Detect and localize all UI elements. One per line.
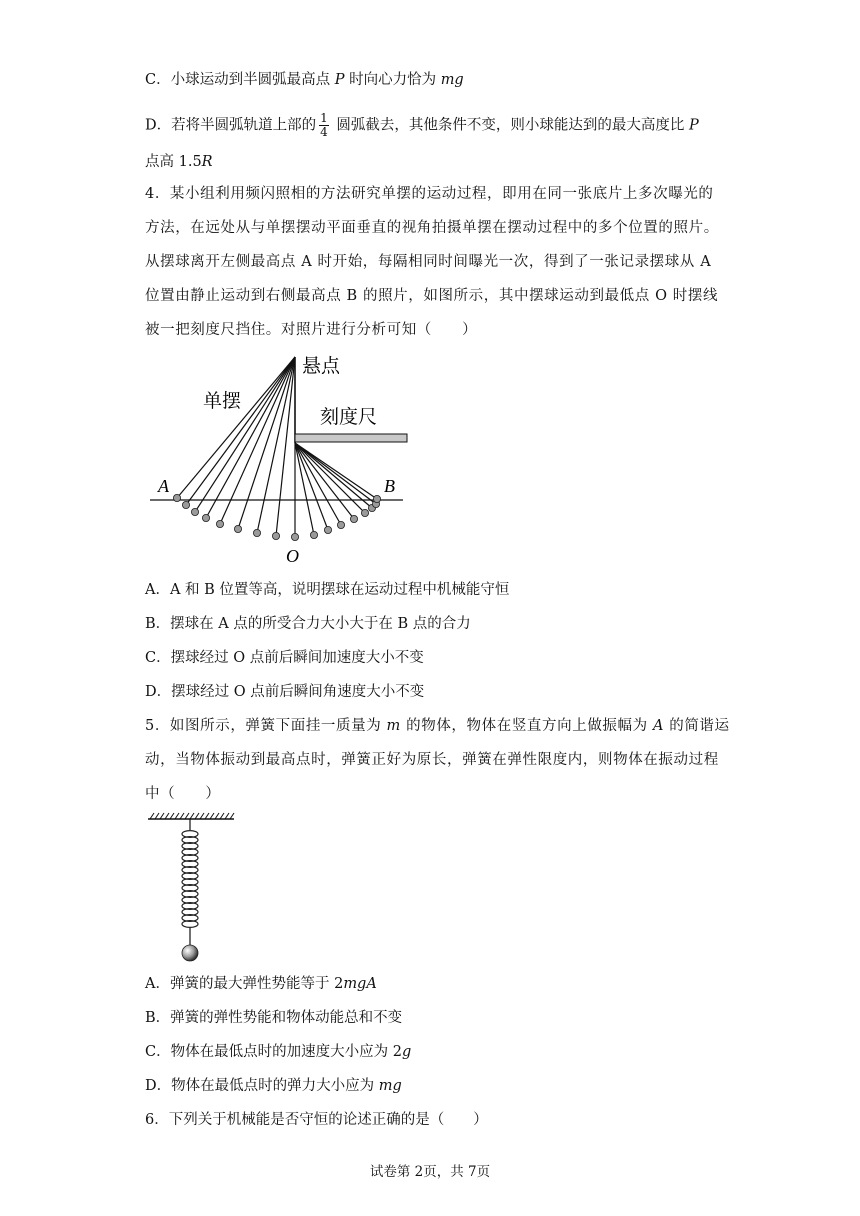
q5-stem-line-2: 动，当物体振动到最高点时，弹簧正好为原长，弹簧在弹性限度内，则物体在振动过程 [145, 752, 719, 768]
hatch-line [150, 813, 154, 819]
hatch-line [195, 813, 199, 819]
q4-stem-line-3: 从摆球离开左侧最高点 A 时开始，每隔相同时间曝光一次，得到了一张记录摆球从 A [145, 254, 712, 270]
hatch-line [225, 813, 229, 819]
text: 时向心力恰为 [344, 72, 441, 88]
fraction-numerator: 1 [320, 111, 328, 125]
q4-stem-line-2: 方法，在远处从与单摆摆动平面垂直的视角拍摄单摆在摆动过程中的多个位置的照片。 [145, 220, 719, 236]
var-mg: mg [378, 1078, 402, 1094]
text: 5．如图所示，弹簧下面挂一质量为 [145, 718, 387, 734]
ruler-label: 刻度尺 [320, 407, 378, 428]
spring-coils [182, 831, 198, 928]
text: 的简谐运 [664, 718, 730, 734]
q4-stem-line-5: 被一把刻度尺挡住。对照片进行分析可知（ ） [145, 322, 478, 338]
q5-option-a [145, 974, 377, 994]
text: 点高 1.5 [145, 154, 202, 170]
q5-option-b: B．弹簧的弹性势能和物体动能总和不变 [145, 1010, 403, 1026]
hatch-line [185, 813, 189, 819]
hatch-line [160, 813, 164, 819]
text: D．若将半圆弧轨道上部的 [145, 117, 317, 134]
mass-ball [182, 945, 198, 961]
hatch-line [200, 813, 204, 819]
hatch-line [215, 813, 219, 819]
var-a: A [652, 718, 665, 734]
text: 圆弧截去，其他条件不变，则小球能达到的最大高度比 [331, 117, 689, 134]
point-o-label: O [286, 546, 299, 566]
var-mga: mgA [343, 976, 377, 992]
var-p: P [688, 117, 699, 134]
q5-stem-line-3: 中（ ） [145, 786, 221, 802]
hatch-line [170, 813, 174, 819]
hatch-line [190, 813, 194, 819]
q4-stem-line-4: 位置由静止运动到右侧最高点 B 的照片，如图所示，其中摆球运动到最低点 O 时摆线 [145, 288, 719, 304]
hatch-line [175, 813, 179, 819]
suspension-label: 悬点 [302, 356, 341, 377]
text: 的物体，物体在竖直方向上做振幅为 [400, 718, 653, 734]
text: A．弹簧的最大弹性势能等于 2 [145, 976, 344, 992]
hatch-line [205, 813, 209, 819]
fraction-denominator: 4 [320, 125, 328, 139]
hatch-line [165, 813, 169, 819]
page-footer: 试卷第 2页，共 7页 [369, 1164, 491, 1180]
var-g: g [401, 1044, 412, 1060]
point-a-label: A [158, 476, 169, 496]
point-b-label: B [384, 476, 395, 496]
text: C．物体在最低点时的加速度大小应为 2 [145, 1044, 402, 1060]
q6-stem: 6．下列关于机械能是否守恒的论述正确的是（ ） [145, 1112, 488, 1128]
ceiling-hatching [150, 813, 234, 819]
var-mg: mg [440, 72, 464, 88]
hatch-line [180, 813, 184, 819]
hatch-line [155, 813, 159, 819]
q5-option-c [145, 1042, 411, 1062]
q4-stem-line-1: 4．某小组利用频闪照相的方法研究单摆的运动过程，即用在同一张底片上多次曝光的 [145, 186, 714, 202]
hatch-line [230, 813, 234, 819]
text: C．小球运动到半圆弧最高点 [145, 72, 335, 88]
var-p: P [334, 72, 345, 88]
q5-option-d [145, 1076, 402, 1096]
hatch-line [210, 813, 214, 819]
text: D．物体在最低点时的弹力大小应为 [145, 1078, 379, 1094]
pendulum-label: 单摆 [203, 391, 242, 412]
q4-option-c: C．摆球经过 O 点前后瞬间加速度大小不变 [145, 650, 424, 666]
q4-option-b: B．摆球在 A 点的所受合力大小大于在 B 点的合力 [145, 616, 471, 632]
hatch-line [220, 813, 224, 819]
q4-option-d: D．摆球经过 O 点前后瞬间角速度大小不变 [145, 684, 425, 700]
var-m: m [386, 718, 401, 734]
q4-option-a: A．A 和 B 位置等高，说明摆球在运动过程中机械能守恒 [145, 582, 510, 598]
var-r: R [201, 154, 213, 170]
